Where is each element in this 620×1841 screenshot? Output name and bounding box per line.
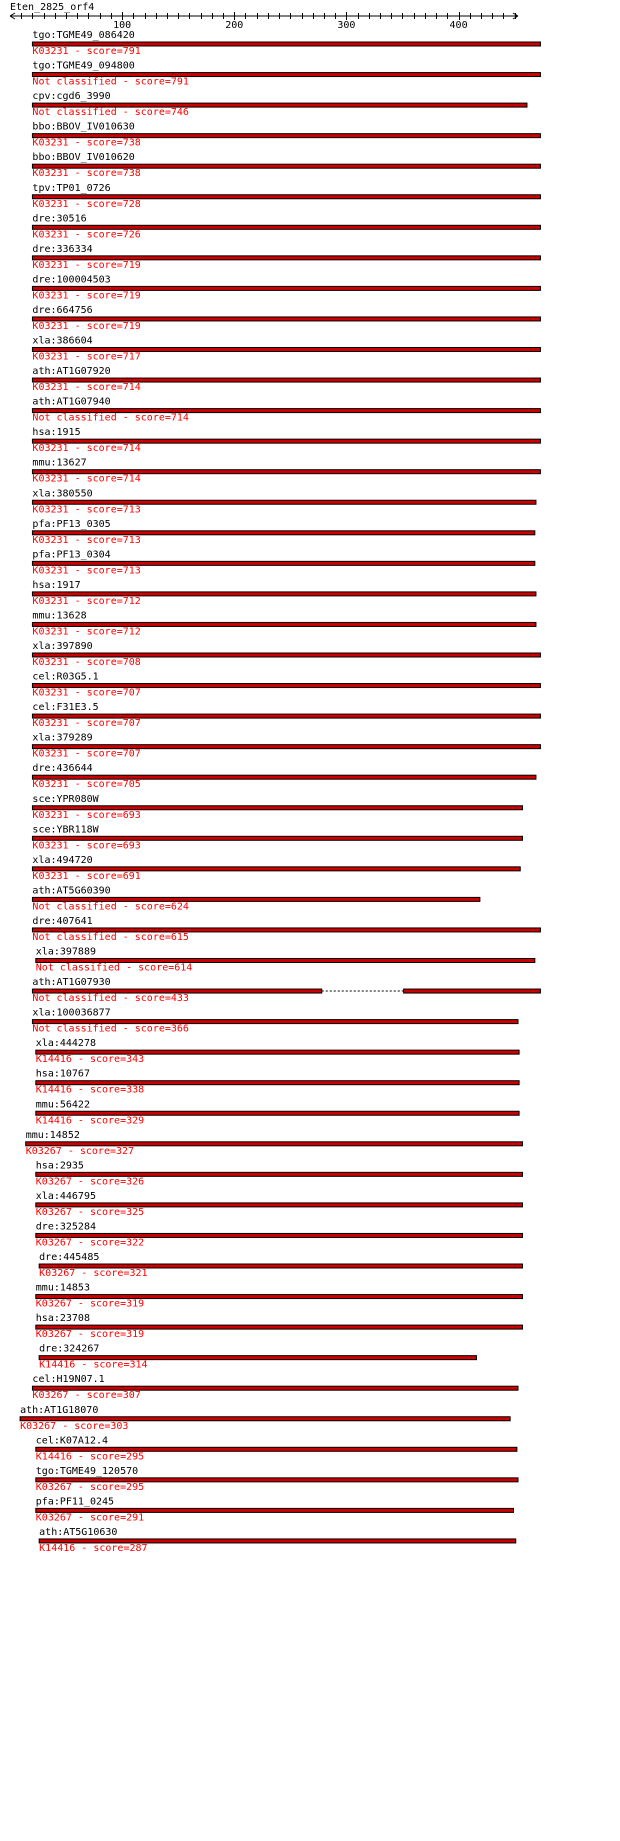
hit-annotation-label[interactable]: K03231 - score=719 — [32, 290, 141, 302]
hit-name-label[interactable]: xla:397890 — [32, 641, 93, 652]
ruler-axis — [10, 12, 518, 31]
hit-name-label[interactable]: xla:494720 — [32, 854, 93, 866]
hit-annotation-label[interactable]: Not classified - score=614 — [35, 962, 193, 974]
hit-annotation-label[interactable]: K03231 - score=691 — [32, 870, 141, 882]
hit-row[interactable] — [20, 1405, 510, 1432]
hit-name-label[interactable]: cel:K07A12.4 — [35, 1435, 109, 1447]
hit-annotation-label[interactable]: K03231 - score=791 — [32, 46, 141, 57]
hit-name-label[interactable]: xla:380550 — [32, 488, 93, 500]
hit-annotation-label[interactable]: K03231 - score=738 — [32, 137, 141, 149]
hit-name-label[interactable]: dre:100004503 — [32, 274, 111, 286]
hit-name-label[interactable]: dre:324267 — [39, 1343, 100, 1355]
hit-name-label[interactable]: ath:AT5G60390 — [32, 885, 111, 897]
hit-row[interactable] — [32, 458, 540, 485]
hit-row[interactable] — [36, 947, 535, 974]
hit-row[interactable] — [32, 213, 540, 240]
hit-row[interactable] — [36, 1466, 518, 1493]
hit-annotation-label[interactable]: K03231 - score=708 — [32, 657, 141, 668]
hit-annotation-label[interactable]: Not classified - score=615 — [32, 931, 189, 943]
hit-name-label[interactable]: pfa:PF13_0305 — [32, 518, 111, 530]
hit-row[interactable] — [32, 30, 540, 57]
hit-row[interactable] — [32, 61, 540, 88]
hit-name-label[interactable]: mmu:13627 — [32, 457, 87, 469]
hit-annotation-label[interactable]: Not classified - score=746 — [32, 107, 189, 119]
hit-row[interactable] — [36, 1435, 517, 1462]
hit-annotation-label[interactable]: K03231 - score=719 — [32, 320, 141, 332]
hit-name-label[interactable]: dre:407641 — [32, 915, 93, 927]
hit-annotation-label[interactable]: K03267 - score=321 — [39, 1268, 148, 1279]
hit-annotation-label[interactable]: K03231 - score=728 — [32, 198, 141, 210]
hit-name-label[interactable]: bbo:BBOV_IV010620 — [32, 152, 135, 164]
hit-row[interactable] — [32, 977, 540, 1004]
hit-name-label[interactable]: cel:F31E3.5 — [32, 702, 99, 714]
hit-annotation-label[interactable]: K14416 - score=314 — [39, 1359, 148, 1371]
hit-name-label[interactable]: dre:445485 — [39, 1252, 100, 1263]
hit-name-label[interactable]: bbo:BBOV_IV010630 — [32, 121, 135, 133]
hit-row[interactable] — [36, 1191, 523, 1218]
hit-annotation-label[interactable]: K03267 - score=327 — [25, 1145, 135, 1157]
hit-row[interactable] — [32, 366, 540, 393]
alignment-bar[interactable] — [404, 989, 541, 993]
hit-row[interactable] — [36, 1283, 523, 1310]
hit-annotation-label[interactable]: Not classified - score=433 — [32, 993, 189, 1005]
hit-row[interactable] — [32, 733, 540, 760]
hit-row[interactable] — [32, 794, 522, 821]
hit-name-label[interactable]: xla:100036877 — [32, 1007, 111, 1019]
hit-name-label[interactable]: hsa:2935 — [35, 1160, 84, 1172]
ruler-tick-label: 100 — [113, 20, 132, 31]
hit-annotation-label[interactable]: K03267 - score=291 — [35, 1512, 145, 1524]
hit-name-label[interactable]: dre:664756 — [32, 304, 93, 316]
hit-row[interactable] — [32, 427, 540, 454]
hit-row[interactable] — [32, 519, 534, 546]
hit-row[interactable] — [32, 305, 540, 332]
hit-annotation-label[interactable]: K03231 - score=713 — [32, 504, 141, 516]
query-name: Eten_2825_orf4 — [10, 2, 95, 13]
hit-row[interactable] — [32, 580, 536, 607]
hit-annotation-label[interactable]: K03231 - score=726 — [32, 229, 141, 241]
hit-row[interactable] — [32, 824, 522, 851]
hit-row[interactable] — [32, 549, 534, 576]
hit-name-label[interactable]: mmu:14852 — [25, 1129, 80, 1141]
hit-name-label[interactable]: tgo:TGME49_120570 — [35, 1465, 139, 1477]
hit-annotation-label[interactable]: K03231 - score=738 — [32, 168, 141, 180]
hit-annotation-label[interactable]: K03267 - score=319 — [35, 1329, 145, 1341]
hit-row[interactable] — [26, 1130, 523, 1157]
hit-annotation-label[interactable]: K03231 - score=693 — [32, 840, 141, 852]
hit-annotation-label[interactable]: K03231 - score=693 — [32, 809, 141, 821]
hit-row[interactable] — [32, 641, 540, 668]
hit-name-label[interactable]: dre:336334 — [32, 243, 93, 255]
hit-name-label[interactable]: ath:AT5G10630 — [39, 1526, 118, 1538]
hit-row[interactable] — [32, 702, 540, 729]
hit-annotation-label[interactable]: K03231 - score=705 — [32, 779, 141, 791]
hit-name-label[interactable]: xla:379289 — [32, 732, 93, 744]
ruler-tick-label: 300 — [337, 20, 356, 31]
hit-row[interactable] — [32, 1374, 518, 1401]
hit-name-label[interactable]: ath:AT1G07940 — [32, 396, 111, 408]
hit-row[interactable] — [36, 1160, 523, 1187]
hit-annotation-label[interactable]: K03231 - score=714 — [32, 382, 141, 394]
hit-annotation-label[interactable]: K03231 - score=713 — [32, 565, 141, 577]
hit-name-label[interactable]: tgo:TGME49_094800 — [32, 60, 135, 72]
hit-row[interactable] — [32, 610, 536, 637]
hit-annotation-label[interactable]: K14416 - score=287 — [39, 1542, 148, 1554]
hit-name-label[interactable]: hsa:23708 — [35, 1313, 90, 1325]
hit-row[interactable] — [32, 916, 540, 943]
hit-name-label[interactable]: cpv:cgd6_3990 — [32, 91, 111, 103]
hit-name-label[interactable]: ath:AT1G07930 — [32, 977, 111, 989]
hit-name-label[interactable]: pfa:PF13_0304 — [32, 549, 111, 561]
hit-annotation-label[interactable]: Not classified - score=624 — [32, 901, 189, 913]
hit-row[interactable] — [32, 763, 536, 790]
hit-row[interactable] — [32, 244, 540, 271]
hit-row[interactable] — [36, 1099, 519, 1126]
hit-row[interactable] — [36, 1038, 519, 1065]
hit-annotation-label[interactable]: K03231 - score=713 — [32, 534, 141, 546]
hit-annotation-label[interactable]: K03231 - score=714 — [32, 473, 141, 485]
hit-row[interactable] — [32, 336, 540, 363]
hit-name-label[interactable]: mmu:14853 — [35, 1282, 90, 1294]
hit-annotation-label[interactable]: K03231 - score=717 — [32, 351, 141, 363]
hit-annotation-label[interactable]: K03231 - score=707 — [32, 687, 141, 699]
hit-name-label[interactable]: cel:H19N07.1 — [32, 1374, 105, 1386]
ruler-tick-label: 400 — [449, 20, 468, 31]
hit-annotation-label[interactable]: K03231 - score=707 — [32, 718, 141, 730]
hit-name-label[interactable]: tpv:TP01_0726 — [32, 182, 111, 194]
hit-annotation-label[interactable]: K14416 - score=295 — [35, 1451, 145, 1463]
hit-name-label[interactable]: cel:R03G5.1 — [32, 671, 99, 683]
hit-name-label[interactable]: xla:444278 — [35, 1038, 97, 1050]
hit-name-label[interactable]: ath:AT1G18070 — [20, 1404, 99, 1416]
hit-annotation-label[interactable]: K14416 - score=338 — [35, 1084, 145, 1096]
hit-annotation-label[interactable]: K03267 - score=326 — [35, 1176, 145, 1188]
hit-name-label[interactable]: sce:YBR118W — [32, 824, 99, 836]
hit-annotation-label[interactable]: K03231 - score=719 — [32, 259, 141, 271]
hit-name-label[interactable]: dre:325284 — [35, 1221, 97, 1233]
hit-row[interactable] — [32, 122, 540, 149]
hit-name-label[interactable]: dre:436644 — [32, 763, 93, 775]
hit-row[interactable] — [32, 274, 540, 301]
hit-annotation-label[interactable]: K03267 - score=303 — [20, 1420, 129, 1432]
hit-name-label[interactable]: tgo:TGME49_086420 — [32, 30, 135, 41]
hit-list — [20, 30, 540, 1554]
hit-annotation-label[interactable]: K03267 - score=325 — [35, 1206, 145, 1218]
hit-name-label[interactable]: ath:AT1G07920 — [32, 366, 111, 378]
hit-row[interactable] — [32, 91, 527, 118]
hit-row[interactable] — [39, 1527, 516, 1554]
hit-name-label[interactable]: hsa:1917 — [32, 579, 81, 591]
hit-row[interactable] — [32, 885, 479, 912]
hit-row[interactable] — [32, 1008, 518, 1035]
hit-name-label[interactable]: mmu:56422 — [35, 1099, 90, 1111]
hit-name-label[interactable]: xla:386604 — [32, 335, 93, 347]
hit-row[interactable] — [36, 1496, 514, 1523]
hit-name-label[interactable]: pfa:PF11_0245 — [35, 1496, 115, 1508]
hit-annotation-label[interactable]: Not classified - score=791 — [32, 76, 189, 88]
hit-annotation-label[interactable]: K14416 - score=343 — [35, 1054, 145, 1066]
hit-name-label[interactable]: hsa:1915 — [32, 427, 81, 439]
hit-annotation-label[interactable]: K03231 - score=714 — [32, 443, 141, 455]
hit-annotation-label[interactable]: Not classified - score=366 — [32, 1023, 189, 1035]
hit-annotation-label[interactable]: K03231 - score=712 — [32, 595, 141, 607]
hit-annotation-label[interactable]: Not classified - score=714 — [32, 412, 189, 424]
hit-annotation-label[interactable]: K14416 - score=329 — [35, 1115, 145, 1127]
hit-annotation-label[interactable]: K03231 - score=707 — [32, 748, 141, 760]
hit-annotation-label[interactable]: K03267 - score=307 — [32, 1390, 141, 1402]
hit-row[interactable] — [32, 397, 540, 424]
hit-row[interactable] — [32, 672, 540, 699]
hit-row[interactable] — [36, 1221, 523, 1248]
hit-row[interactable] — [32, 183, 540, 210]
hit-name-label[interactable]: xla:397889 — [35, 946, 97, 958]
hit-row[interactable] — [32, 488, 536, 515]
hit-name-label[interactable]: mmu:13628 — [32, 610, 87, 622]
hit-annotation-label[interactable]: K03267 - score=319 — [35, 1298, 145, 1310]
hit-row[interactable] — [36, 1313, 523, 1340]
hit-name-label[interactable]: sce:YPR080W — [32, 793, 99, 805]
hit-row[interactable] — [36, 1069, 519, 1096]
hit-name-label[interactable]: dre:30516 — [32, 213, 87, 225]
hit-row[interactable] — [39, 1252, 522, 1279]
ruler-tick-label: 200 — [225, 20, 244, 31]
hit-annotation-label[interactable]: K03267 - score=322 — [35, 1237, 145, 1249]
hit-name-label[interactable]: hsa:10767 — [35, 1068, 90, 1080]
hit-name-label[interactable]: xla:446795 — [35, 1190, 97, 1202]
hit-row[interactable] — [39, 1344, 476, 1371]
hit-annotation-label[interactable]: K03267 - score=295 — [35, 1481, 145, 1493]
hit-annotation-label[interactable]: K03231 - score=712 — [32, 626, 141, 638]
hit-row[interactable] — [32, 855, 520, 882]
hit-row[interactable] — [32, 152, 540, 179]
